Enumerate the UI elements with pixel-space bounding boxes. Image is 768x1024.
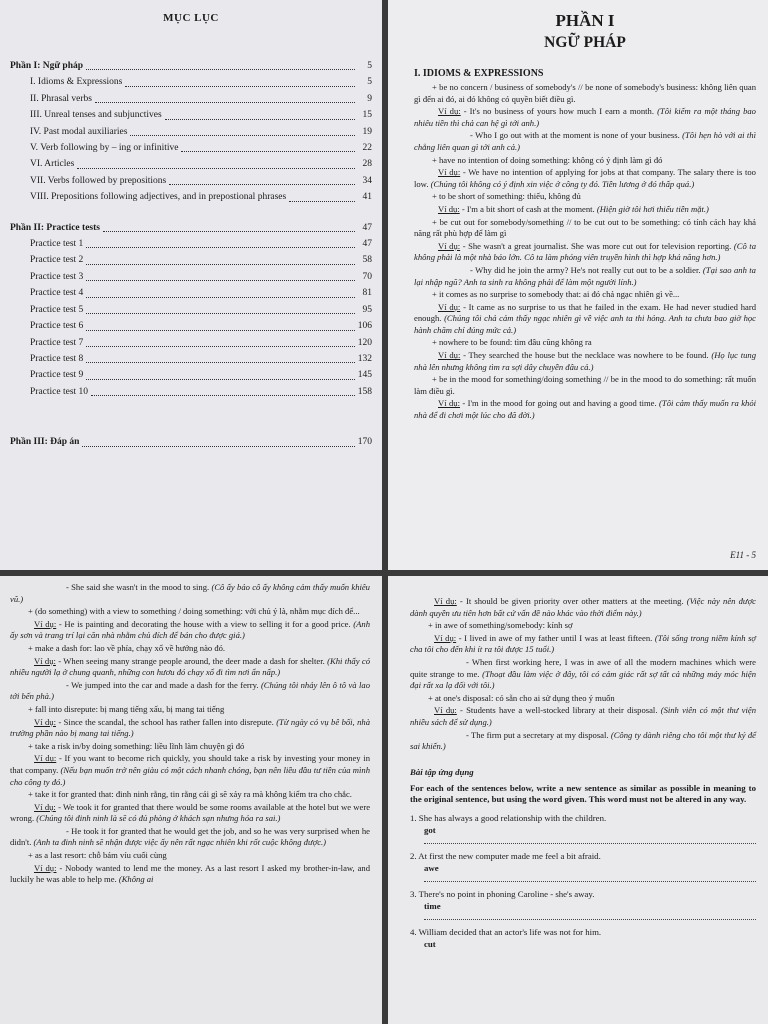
toc-entry-label: Phần II: Practice tests: [10, 222, 100, 233]
question-keyword: cut: [424, 938, 436, 949]
toc-leader-dots: [103, 231, 355, 232]
toc-entry-label: II. Phrasal verbs: [30, 93, 92, 104]
toc-entry[interactable]: [10, 269, 372, 285]
toc-entry[interactable]: [10, 285, 372, 301]
exercise-question: [410, 850, 756, 882]
toc-entry[interactable]: [10, 335, 372, 351]
idiom-definition: + take it for granted that: đinh ninh rằng, tin rằng cái gì sẽ xảy ra mà không kiểm tra cho chắc.: [28, 789, 352, 800]
idiom-entries: [10, 582, 370, 886]
toc-entry-page: 120: [357, 337, 372, 348]
toc-entry-label: Practice test 5: [30, 304, 84, 315]
toc-entry-page: 9: [367, 93, 372, 104]
example-sentence: [10, 826, 370, 849]
example-english: - He took it for granted that he would get the job, and so he was very surprised when he didn't.: [10, 825, 370, 848]
example-translation: (Công ty dành riêng cho tôi một thư ký để sai khiến.): [410, 729, 756, 752]
example-label: Ví dụ:: [438, 203, 460, 214]
example-label: Ví dụ:: [438, 240, 461, 251]
example-translation: (Tôi kiếm ra một tháng bao nhiêu tiền thì chả can hệ gì tới anh.): [414, 106, 756, 128]
part-subtitle: NGỮ PHÁP: [544, 34, 626, 51]
toc-entry-label: Practice test 6: [30, 321, 84, 332]
example-label: Ví dụ:: [34, 801, 56, 812]
example-sentence: [10, 680, 370, 703]
example-sentence: [410, 730, 756, 753]
idiom-definition: + as a last resort: chỗ bám víu cuối cùng: [28, 850, 167, 861]
example-translation: (Hiện giờ tôi hơi thiếu tiền mặt.): [596, 203, 709, 214]
example-sentence: [414, 265, 756, 288]
example-english: - He is painting and decorating the house with a view to selling it for a good price.: [56, 618, 354, 629]
toc-entry-page: 132: [357, 353, 372, 364]
exercise-question: [410, 812, 756, 844]
idiom-definition: + be cut out for somebody/something // to be cut out to be something: có tính cách hay khả năng rất phù hợp để làm gì: [414, 216, 756, 239]
example-label: Ví dụ:: [34, 753, 57, 764]
toc-leader-dots: [86, 313, 355, 314]
exercise-questions: [410, 812, 756, 950]
toc-entry-page: 47: [362, 222, 372, 233]
example-label: Ví dụ:: [34, 618, 57, 629]
example-english: - She said she wasn't in the mood to sing.: [66, 582, 212, 592]
idiom-definition: + in awe of something/somebody: kính sợ: [428, 620, 573, 631]
toc-entry-page: 170: [357, 437, 372, 448]
example-translation: (Tôi sống trong niềm kính sợ cha tôi cho đến khi ít ra tôi được 15 tuổi.): [410, 632, 756, 655]
toc-leader-dots: [86, 264, 355, 265]
toc-entry[interactable]: [10, 302, 372, 318]
toc-leader-dots: [169, 184, 355, 185]
toc-entry-label: VIII. Prepositions following adjectives, and in prepostional phrases: [30, 192, 287, 203]
example-english: - It's no business of yours how much I earn a month.: [460, 106, 658, 117]
toc-entry-page: 34: [362, 175, 372, 186]
toc-entry[interactable]: [10, 220, 372, 236]
example-sentence: [414, 302, 756, 337]
toc-entry[interactable]: [10, 318, 372, 334]
toc-leader-dots: [91, 395, 355, 396]
example-translation: (Chúng tôi nhảy lên ô tô và lao tới bến phà.): [10, 679, 371, 702]
example-label: Ví dụ:: [438, 301, 461, 312]
toc-entry-label: I. Idioms & Expressions: [30, 77, 123, 88]
toc-leader-dots: [86, 346, 354, 347]
toc-gap: [10, 206, 372, 220]
example-english: - It came as no surprise to us that he failed in the exam. He had never studied hard enough.: [414, 301, 756, 324]
example-sentence: [10, 656, 370, 679]
toc-entry-page: 41: [362, 192, 372, 203]
toc-entry[interactable]: [10, 140, 372, 156]
example-label: Ví dụ:: [438, 106, 461, 117]
example-translation: (Nếu bạn muốn trở nên giàu có một cách nhanh chóng, bạn nên liều đầu tư tiền của mình cho công ty đó.): [10, 764, 370, 787]
toc-leader-dots: [86, 330, 354, 331]
idiom-definition: + it comes as no surprise to somebody that: ai đó chả ngạc nhiên gì về...: [432, 289, 680, 300]
toc-title: MỤC LỤC: [163, 12, 219, 24]
example-english: - The firm put a secretary at my disposal.: [466, 729, 611, 740]
example-sentence: [414, 398, 756, 421]
toc-entry-page: 145: [357, 370, 372, 381]
toc-leader-dots: [181, 151, 355, 152]
example-sentence: [10, 582, 370, 605]
example-sentence: [414, 241, 756, 264]
example-label: Ví dụ:: [434, 705, 457, 716]
toc-entry-label: Practice test 10: [30, 386, 89, 397]
toc-entry[interactable]: [10, 91, 372, 107]
question-text: 2. At first the new computer made me feel a bit afraid.: [410, 850, 601, 861]
toc-entry-label: Practice test 2: [30, 255, 84, 266]
example-label: Ví dụ:: [438, 398, 460, 409]
example-translation: (Tôi cảm thấy muốn ra khỏi nhà để đi chơi một lúc cho đã đời.): [414, 398, 756, 421]
toc-leader-dots: [86, 379, 354, 380]
toc-leader-dots: [86, 69, 355, 70]
continuation-page-right: [388, 576, 768, 1024]
example-translation: (Tôi hẹn hò với ai thì chẳng liên quan gì tới anh cả.): [414, 130, 756, 152]
example-label: Ví dụ:: [434, 632, 457, 643]
idiom-entries: [414, 82, 756, 422]
example-english: - I'm a bit short of cash at the moment.: [459, 203, 597, 214]
toc-entry-label: V. Verb following by – ing or infinitive: [30, 143, 179, 154]
toc-entry-page: 81: [362, 288, 372, 299]
toc-entry-page: 22: [362, 143, 372, 154]
example-translation: (Khi thấy có nhiều người lạ ở chung quanh, những con hươu đó chạy xổ đi tìm nơi ẩn nấp.): [10, 655, 370, 678]
toc-entry-page: 70: [362, 271, 372, 282]
toc-leader-dots: [82, 446, 354, 447]
example-sentence: [414, 167, 756, 190]
toc-entry-page: 28: [362, 159, 372, 170]
example-english: - Who I go out with at the moment is none of your business.: [470, 130, 683, 141]
example-sentence: [10, 717, 370, 740]
example-sentence: [410, 705, 756, 728]
example-translation: (Chúng tôi chả cảm thấy ngạc nhiên gì về việc anh ta thi hỏng. Anh ta chưa bao giờ học hành chăm chỉ đúng mức cả.): [414, 313, 756, 335]
example-translation: (Thoạt đầu làm việc ở đây, tôi có cảm giác rất sợ tất cả những máy móc hiện đại rất xa lạ đối với tôi.): [410, 668, 756, 691]
exercise-heading: Bài tập ứng dụng: [410, 766, 474, 777]
example-translation: (Từ ngày có vụ bê bối, nhà trường phần nào bị mang tai tiếng.): [10, 716, 370, 739]
example-sentence: [10, 863, 370, 886]
toc-entry-label: VII. Verbs followed by prepositions: [30, 175, 167, 186]
example-translation: (Sinh viên có một thư viện nhiều sách để sử dụng.): [410, 705, 756, 727]
section-heading: I. IDIOMS & EXPRESSIONS: [414, 68, 544, 79]
idiom-definition: + to be short of something: thiếu, không đủ: [432, 191, 581, 202]
exercise-question: [410, 888, 756, 920]
toc-entry[interactable]: [10, 107, 372, 123]
example-label: Ví dụ:: [434, 596, 457, 606]
example-label: Ví dụ:: [438, 167, 461, 178]
idiom-definition: + fall into disrepute: bị mang tiếng xấu, bị mang tai tiếng: [28, 703, 225, 714]
example-english: - It should be given priority over other matters at the meeting.: [456, 596, 687, 606]
example-english: - She wasn't a great journalist. She was more cut out for television reporting.: [460, 240, 734, 251]
toc-entry[interactable]: [10, 156, 372, 172]
example-sentence: [10, 802, 370, 825]
example-sentence: [414, 350, 756, 373]
toc-entry[interactable]: [10, 434, 372, 450]
example-translation: (Anh ấy sơn và trang trí lại căn nhà nhằm chủ đích để bán cho được giá.): [10, 618, 370, 641]
toc-leader-dots: [130, 135, 355, 136]
toc-entry-label: III. Unreal tenses and subjunctives: [30, 110, 162, 121]
idiom-definition: + take a risk in/by doing something: liều lĩnh làm chuyện gì đó: [28, 740, 245, 751]
idiom-entries: [410, 596, 756, 753]
toc-leader-dots: [125, 86, 355, 87]
question-keyword: awe: [424, 862, 439, 873]
toc-entry[interactable]: [10, 124, 372, 140]
toc-entry[interactable]: [10, 351, 372, 367]
example-translation: (Chúng tôi đinh ninh là sẽ có đủ phòng ở khách sạn nhưng hóa ra sai.): [36, 813, 281, 824]
example-sentence: [410, 596, 756, 619]
example-english: - We jumped into the car and made a dash for the ferry.: [66, 679, 261, 690]
example-sentence: [10, 619, 370, 642]
answer-line[interactable]: [424, 874, 756, 882]
example-english: - When seeing many strange people around, the deer made a dash for shelter.: [55, 655, 328, 666]
example-translation: (Cô ấy bảo cô ấy không cảm thấy muốn khiêu vũ.): [10, 582, 370, 604]
idiom-definition: + at one's disposal: có sẵn cho ai sử dụng theo ý muốn: [428, 692, 615, 703]
example-translation: (Anh ta đinh ninh sẽ nhận được việc ấy nên rất ngạc nhiên khi rốt cuộc không được.): [33, 837, 327, 848]
idiom-definition: + be in the mood for something/doing something // be in the mood to do something: rất muốn làm điều gì.: [414, 374, 756, 396]
question-keyword: got: [424, 824, 436, 835]
toc-entry[interactable]: [10, 384, 372, 400]
example-english: - We took it for granted that there would be some rooms available at the hotel but we were wrong.: [10, 801, 371, 824]
exercise-question: [410, 926, 756, 950]
answer-line[interactable]: [424, 912, 756, 920]
example-sentence: [410, 657, 756, 692]
toc-entry-page: 95: [362, 304, 372, 315]
toc-entry-label: Practice test 9: [30, 370, 84, 381]
page-footer: E11 - 5: [730, 550, 756, 560]
toc-gap: [10, 400, 372, 414]
example-english: - We have no intention of applying for jobs at that company. The salary there is too low.: [414, 167, 756, 189]
example-sentence: [414, 130, 756, 153]
toc-entry-label: Practice test 7: [30, 337, 84, 348]
toc-entry[interactable]: [10, 252, 372, 268]
toc-entry-page: 47: [362, 239, 372, 250]
example-english: - Why did he join the army? He's not really cut out to be a soldier.: [470, 264, 703, 275]
continuation-page-left: [0, 576, 382, 1024]
toc-entry-page: 106: [357, 321, 372, 332]
toc-leader-dots: [165, 119, 355, 120]
example-translation: (Họ lục tung nhà lên nhưng không tìm ra sợi dây chuyền đâu cả.): [414, 350, 756, 372]
idiom-definition: + have no intention of doing something: không có ý định làm gì đó: [432, 154, 663, 165]
example-english: - I'm in the mood for going out and having a good time.: [459, 398, 660, 409]
toc-leader-dots: [95, 102, 355, 103]
example-english: - If you want to become rich quickly, you should take a risk by investing your money in that company.: [10, 753, 370, 775]
example-sentence: [414, 204, 756, 216]
example-label: Ví dụ:: [34, 862, 57, 873]
toc-entry-label: Phần III: Đáp án: [10, 437, 80, 448]
chapter-page: [388, 0, 768, 570]
question-keyword: time: [424, 900, 441, 911]
toc-entry[interactable]: [10, 173, 372, 189]
toc-leader-dots: [289, 201, 355, 202]
question-text: 4. William decided that an actor's life was not for him.: [410, 926, 602, 937]
question-text: 3. There's no point in phoning Caroline - she's away.: [410, 888, 595, 899]
toc-entry-page: 15: [362, 110, 372, 121]
idiom-definition: + be no concern / business of somebody's // be none of somebody's business: không liên quan gì đến ai đó, ai đó không có quyền biết điều gì.: [414, 82, 756, 104]
toc-entry[interactable]: [10, 74, 372, 90]
answer-line[interactable]: [424, 836, 756, 844]
example-english: - Nobody wanted to lend me the money. As a last resort I asked my brother-in-law, and luckily he was able to help me.: [10, 862, 370, 885]
example-translation: (Chúng tôi không có ý định xin việc ở công ty đó. Tiền lương ở đó thấp quá.): [430, 178, 695, 189]
question-text: 1. She has always a good relationship with the children.: [410, 812, 607, 823]
example-english: - When first working here, I was in awe of all the modern machines which were quite strange to me.: [410, 656, 756, 679]
idiom-definition: + nowhere to be found: tìm đâu cũng không ra: [432, 337, 592, 348]
example-sentence: [410, 633, 756, 656]
example-english: - I lived in awe of my father until I was at least fifteen.: [456, 632, 655, 643]
toc-entry[interactable]: [10, 367, 372, 383]
toc-entry-page: 58: [362, 255, 372, 266]
toc-entry-label: IV. Past modal auxiliaries: [30, 126, 128, 137]
toc-entry[interactable]: [10, 236, 372, 252]
example-sentence: [10, 753, 370, 788]
idiom-definition: + (do something) with a view to something / doing something: với chủ ý là, nhằm mục đích để...: [28, 606, 360, 617]
example-english: - Students have a well-stocked library at their disposal.: [456, 705, 661, 716]
part-title: PHẦN I: [555, 11, 615, 30]
exercise-instruction: For each of the sentences below, write a new sentence as similar as possible in meaning to the original sentence, but using the word given. This word must not be altered in any way.: [410, 782, 756, 805]
example-translation: (Việc này nên được dành quyền ưu tiên hơn bất cứ vấn đề nào khác vào thời điểm này.): [410, 596, 756, 618]
toc-leader-dots: [86, 247, 355, 248]
toc-entry-page: 5: [367, 77, 372, 88]
toc-gap: [10, 414, 372, 434]
toc-leader-dots: [77, 168, 355, 169]
example-label: Ví dụ:: [438, 350, 461, 361]
toc-entry-label: Practice test 3: [30, 271, 84, 282]
toc-entry[interactable]: [10, 58, 372, 74]
example-sentence: [414, 106, 756, 129]
toc-entry-label: Practice test 8: [30, 353, 84, 364]
toc-entry-page: 158: [357, 386, 372, 397]
toc-entry-page: 19: [362, 126, 372, 137]
toc-entry-label: VI. Articles: [30, 159, 75, 170]
toc-entry-label: Phần I: Ngữ pháp: [10, 61, 84, 71]
example-label: Ví dụ:: [34, 716, 56, 727]
toc-entry[interactable]: [10, 189, 372, 205]
toc-list: [10, 58, 372, 451]
toc-leader-dots: [86, 362, 354, 363]
toc-leader-dots: [86, 297, 355, 298]
example-translation: (Cô ta không phải là một nhà báo lớn. Cô ta làm phóng viên truyền hình thì hợp khả năng hơn.): [414, 240, 756, 263]
example-label: Ví dụ:: [34, 655, 56, 666]
toc-entry-label: Practice test 1: [30, 239, 84, 250]
example-english: - They searched the house but the necklace was nowhere to be found.: [460, 350, 712, 361]
example-translation: (Không ai: [118, 874, 154, 885]
toc-entry-label: Practice test 4: [30, 288, 84, 299]
example-english: - Since the scandal, the school has rather fallen into disrepute.: [55, 716, 277, 727]
toc-page: [0, 0, 382, 570]
example-translation: (Tại sao anh ta lại nhập ngũ? Anh ta sinh ra không phải để làm một người lính.): [414, 264, 756, 287]
toc-entry-page: 5: [367, 61, 372, 71]
toc-leader-dots: [86, 280, 355, 281]
idiom-definition: + make a dash for: lao về phía, chạy xổ về hướng nào đó.: [28, 642, 226, 653]
